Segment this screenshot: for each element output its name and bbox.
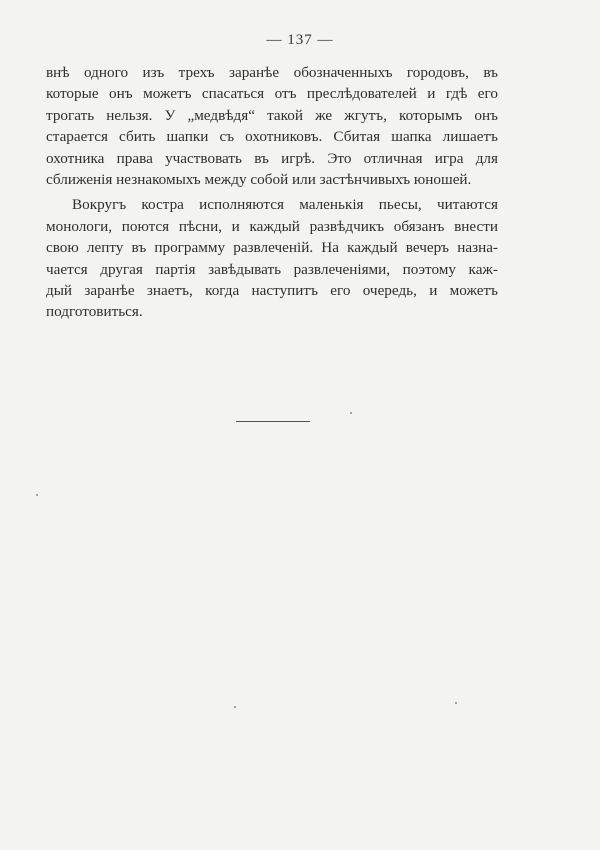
text-line: дый заранѣе знаетъ, когда наступитъ его очередь, и можетъ (46, 282, 498, 300)
paragraph (46, 194, 498, 322)
text-line: подготовиться. (46, 303, 143, 321)
text-line: трогать нельзя. У „медвѣдя“ такой же жгутъ, которымъ онъ (46, 106, 498, 124)
text-line: чается другая партія завѣдывать развлеченіями, поэтому каж- (46, 260, 498, 278)
section-divider (236, 421, 310, 422)
text-line: которые онъ можетъ спасаться отъ преслѣдователей и гдѣ его (46, 85, 498, 103)
text-line: сближенія незнакомыхъ между собой или застѣнчивыхъ юношей. (46, 171, 472, 189)
text-line: внѣ одного изъ трехъ заранѣе обозначенныхъ городовъ, въ (46, 64, 498, 81)
page-number: — 137 — (266, 32, 334, 48)
print-speck (234, 706, 236, 708)
print-speck (455, 702, 457, 704)
print-speck (36, 494, 38, 496)
text-line: Вокругъ костра исполняются маленькія пьесы, читаются (72, 196, 498, 214)
text-line: свою лепту въ программу развлеченій. На каждый вечеръ назна- (46, 239, 498, 257)
paragraph (46, 62, 498, 190)
text-line: монологи, поются пѣсни, и каждый развѣдчикъ обязанъ внести (46, 217, 498, 235)
text-line: охотника права участвовать въ игрѣ. Это отличная игра для (46, 149, 498, 167)
print-speck (350, 412, 352, 414)
text-line: старается сбить шапки съ охотниковъ. Сбитая шапка лишаетъ (46, 128, 498, 146)
body-text (46, 62, 498, 323)
